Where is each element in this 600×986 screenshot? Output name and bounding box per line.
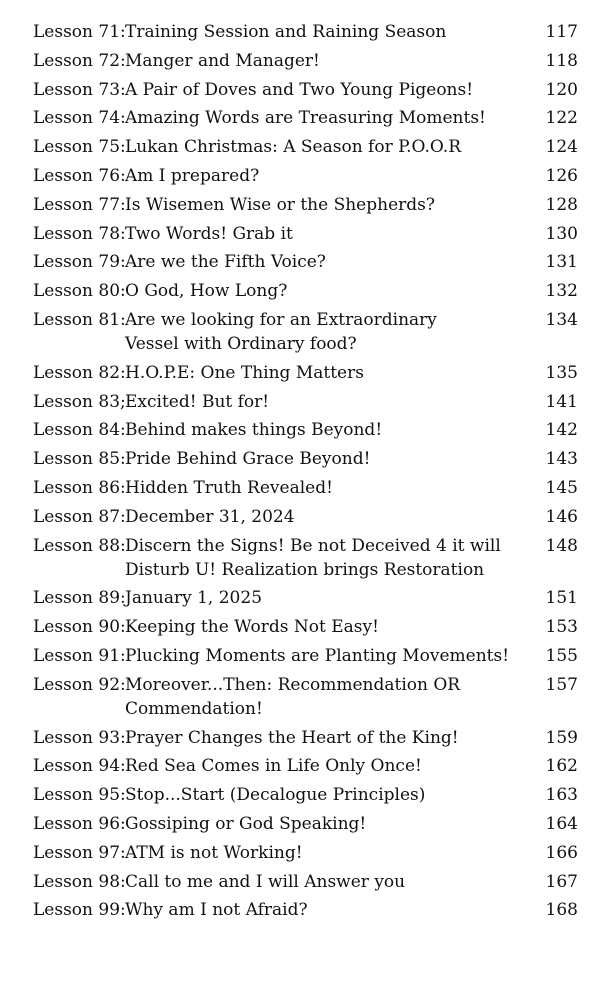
toc-entry-label: Lesson 84:: [33, 420, 126, 441]
toc-entry-title: Behind makes things Beyond!: [125, 420, 383, 441]
toc-entry-title: Manger and Manager!: [125, 50, 320, 71]
toc-entry-title: Discern the Signs! Be not Deceived 4 it will Disturb U! Realization brings Restoration: [125, 535, 501, 580]
toc-entry-page-number: 159: [545, 727, 578, 748]
toc-entry-title: Why am I not Afraid?: [125, 900, 308, 921]
toc-entry-page-number: 132: [545, 281, 578, 302]
toc-entry-page-number: 141: [545, 391, 578, 412]
toc-entry: [33, 106, 578, 130]
toc-entry-page-number: 131: [545, 252, 578, 273]
toc-entry-title: H.O.P.E: One Thing Matters: [125, 362, 364, 383]
toc-entry-label: Lesson 75:: [33, 137, 126, 158]
toc-entry-page-number: 155: [545, 645, 578, 666]
toc-entry-page-number: 118: [545, 50, 578, 71]
toc-entry-label: Lesson 98:: [33, 871, 126, 892]
toc-entry: [33, 447, 578, 471]
toc-entry-page-number: 164: [545, 813, 578, 834]
toc-entry: [33, 164, 578, 188]
toc-entry-title: ATM is not Working!: [125, 842, 303, 863]
toc-entry-title: Stop...Start (Decalogue Principles): [125, 785, 426, 806]
toc-entry-title: O God, How Long?: [125, 281, 288, 302]
toc-entry: [33, 586, 578, 610]
toc-entry: [33, 20, 578, 44]
toc-entry: [33, 534, 578, 582]
toc-entry-page-number: 128: [545, 194, 578, 215]
toc-entry: [33, 135, 578, 159]
toc-entry-title: Keeping the Words Not Easy!: [125, 617, 379, 638]
toc-entry-page-number: 166: [545, 842, 578, 863]
toc-entry-page-number: 122: [545, 108, 578, 129]
toc-entry-label: Lesson 97:: [33, 842, 126, 863]
toc-entry-label: Lesson 85:: [33, 449, 126, 470]
toc-entry: [33, 476, 578, 500]
toc-entry-label: Lesson 93:: [33, 727, 126, 748]
toc-entry-label: Lesson 81:: [33, 309, 126, 330]
toc-entry-title: A Pair of Doves and Two Young Pigeons!: [125, 79, 474, 100]
toc-entry-page-number: 167: [545, 871, 578, 892]
toc-entry: [33, 222, 578, 246]
toc-entry-title: Are we the Fifth Voice?: [125, 252, 326, 273]
toc-entry-page-number: 148: [545, 535, 578, 556]
table-of-contents: [33, 20, 578, 927]
toc-entry-label: Lesson 88:: [33, 535, 126, 556]
toc-entry-label: Lesson 79:: [33, 252, 126, 273]
toc-entry-label: Lesson 95:: [33, 785, 126, 806]
toc-entry-label: Lesson 99:: [33, 900, 126, 921]
toc-entry: [33, 505, 578, 529]
toc-entry: [33, 279, 578, 303]
toc-entry-label: Lesson 94:: [33, 756, 126, 777]
toc-entry-label: Lesson 80:: [33, 281, 126, 302]
toc-entry: [33, 418, 578, 442]
toc-entry-label: Lesson 92:: [33, 674, 126, 695]
toc-entry-label: Lesson 74:: [33, 108, 126, 129]
toc-entry-page-number: 151: [545, 588, 578, 609]
toc-entry-title: January 1, 2025: [125, 588, 263, 609]
toc-entry-title: Amazing Words are Treasuring Moments!: [125, 108, 486, 129]
toc-entry: [33, 870, 578, 894]
toc-entry-label: Lesson 73:: [33, 79, 126, 100]
toc-entry-label: Lesson 77:: [33, 194, 126, 215]
toc-entry-title: Excited! But for!: [125, 391, 270, 412]
toc-entry: [33, 49, 578, 73]
toc-entry: [33, 726, 578, 750]
toc-entry-label: Lesson 71:: [33, 22, 126, 42]
toc-entry-page-number: 168: [545, 900, 578, 921]
toc-entry-title: Gossiping or God Speaking!: [125, 813, 367, 834]
toc-entry-title: Pride Behind Grace Beyond!: [125, 449, 371, 470]
toc-entry: [33, 841, 578, 865]
toc-entry-label: Lesson 86:: [33, 477, 126, 498]
toc-entry-title: Are we looking for an Extraordinary Vessel with Ordinary food?: [125, 309, 437, 354]
toc-entry-page-number: 162: [545, 756, 578, 777]
toc-entry-title: Is Wisemen Wise or the Shepherds?: [125, 194, 435, 215]
toc-entry-title: Moreover...Then: Recommendation OR Commendation!: [125, 674, 461, 719]
toc-entry: [33, 783, 578, 807]
toc-entry-title: Lukan Christmas: A Season for P.O.O.R: [125, 137, 461, 158]
toc-entry: [33, 361, 578, 385]
toc-entry-label: Lesson 96:: [33, 813, 126, 834]
toc-entry-title: Am I prepared?: [125, 165, 260, 186]
toc-entry-page-number: 146: [545, 506, 578, 527]
toc-entry: [33, 390, 578, 414]
toc-entry-title: Hidden Truth Revealed!: [125, 477, 333, 498]
toc-entry-title: Training Session and Raining Season: [125, 22, 447, 42]
toc-entry-page-number: 143: [545, 449, 578, 470]
toc-entry-label: Lesson 91:: [33, 645, 126, 666]
toc-entry: [33, 193, 578, 217]
toc-entry-page-number: 130: [545, 223, 578, 244]
toc-entry: [33, 644, 578, 668]
toc-entry: [33, 898, 578, 922]
toc-entry-label: Lesson 87:: [33, 506, 126, 527]
toc-entry-label: Lesson 89:: [33, 588, 126, 609]
toc-entry-label: Lesson 72:: [33, 50, 126, 71]
toc-entry-page-number: 157: [545, 674, 578, 695]
toc-entry-title: December 31, 2024: [125, 506, 295, 527]
toc-entry: [33, 673, 578, 721]
toc-entry-page-number: 145: [545, 477, 578, 498]
toc-entry-title: Red Sea Comes in Life Only Once!: [125, 756, 422, 777]
toc-entry-label: Lesson 82:: [33, 362, 126, 383]
toc-entry-label: Lesson 90:: [33, 617, 126, 638]
toc-entry-page-number: 117: [545, 22, 578, 42]
toc-entry-page-number: 120: [545, 79, 578, 100]
toc-entry-title: Prayer Changes the Heart of the King!: [125, 727, 459, 748]
toc-entry: [33, 754, 578, 778]
toc-entry-page-number: 126: [545, 165, 578, 186]
toc-entry-page-number: 153: [545, 617, 578, 638]
toc-entry-page-number: 135: [545, 362, 578, 383]
toc-entry: [33, 615, 578, 639]
toc-entry-label: Lesson 83;: [33, 391, 126, 412]
toc-entry-title: Call to me and I will Answer you: [125, 871, 406, 892]
toc-entry-page-number: 124: [545, 137, 578, 158]
toc-entry-page-number: 134: [545, 309, 578, 330]
toc-entry-label: Lesson 76:: [33, 165, 126, 186]
toc-entry: [33, 78, 578, 102]
toc-entry-title: Plucking Moments are Planting Movements!: [125, 645, 510, 666]
toc-entry-title: Two Words! Grab it: [125, 223, 293, 244]
toc-entry-label: Lesson 78:: [33, 223, 126, 244]
toc-entry: [33, 250, 578, 274]
toc-entry: [33, 812, 578, 836]
toc-entry-page-number: 163: [545, 785, 578, 806]
toc-entry: [33, 308, 578, 356]
toc-entry-page-number: 142: [545, 420, 578, 441]
